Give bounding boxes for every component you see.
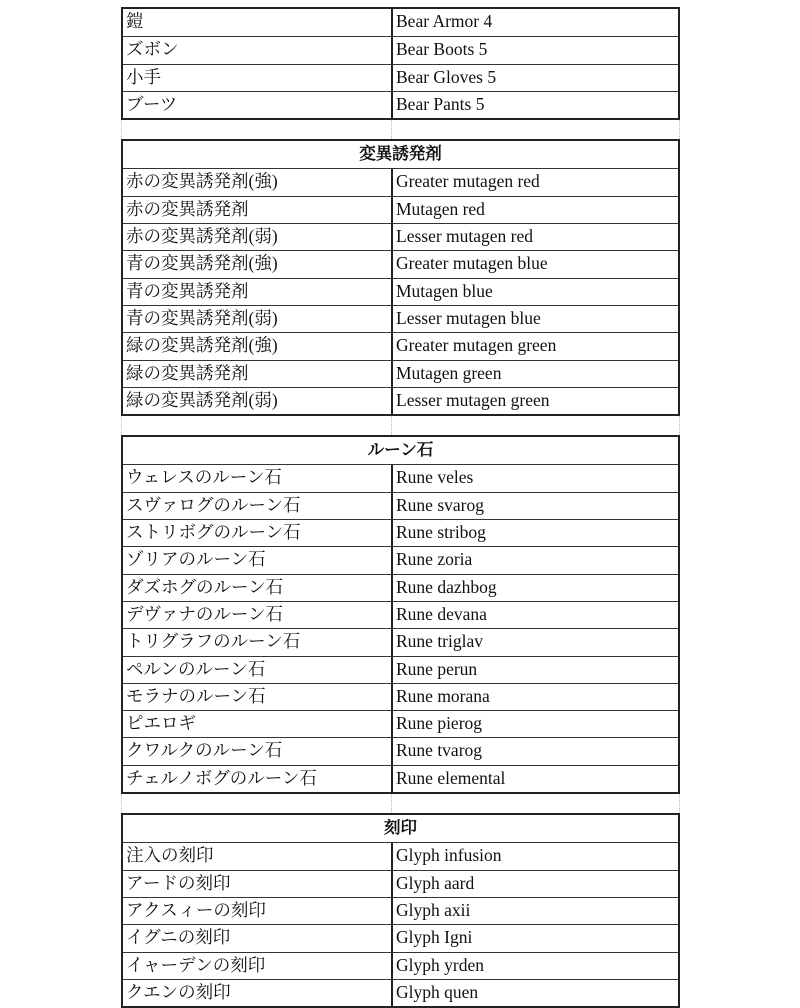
table-row: [123, 842, 678, 869]
table-row: [123, 332, 678, 359]
english-cell: Bear Gloves 5: [396, 66, 497, 87]
table-row: [123, 305, 678, 332]
english-cell: Rune devana: [396, 603, 487, 624]
table-row: [123, 196, 678, 223]
section-glyphs: [121, 813, 680, 1008]
japanese-cell: アードの刻印: [123, 871, 393, 897]
english-cell: Mutagen red: [396, 198, 485, 219]
english-cell: Rune perun: [396, 658, 478, 679]
table-row: [123, 979, 678, 1006]
japanese-cell: 注入の刻印: [123, 843, 393, 869]
english-cell: Bear Pants 5: [396, 93, 485, 114]
japanese-cell: 赤の変異誘発剤(強): [123, 169, 393, 195]
japanese-cell: スヴァログのルーン石: [123, 493, 393, 519]
japanese-cell: 青の変異誘発剤(弱): [123, 306, 393, 332]
japanese-cell: トリグラフのルーン石: [123, 629, 393, 655]
english-cell: Rune triglav: [396, 631, 483, 652]
japanese-cell: デヴァナのルーン石: [123, 602, 393, 628]
english-cell: Lesser mutagen blue: [396, 307, 541, 328]
english-cell: Rune morana: [396, 685, 490, 706]
english-cell: Glyph yrden: [396, 954, 484, 975]
english-cell: Lesser mutagen red: [396, 226, 534, 247]
section-spacer: [121, 120, 680, 139]
english-cell: Glyph infusion: [396, 845, 502, 866]
table-row: [123, 464, 678, 491]
japanese-cell: ペルンのルーン石: [123, 657, 393, 683]
table-row: [123, 64, 678, 91]
table-row: [123, 387, 678, 414]
table-row: [123, 683, 678, 710]
english-cell: Bear Boots 5: [396, 39, 488, 60]
table-row: [123, 519, 678, 546]
section-title: ルーン石: [367, 440, 434, 460]
japanese-cell: ピエロギ: [123, 711, 393, 737]
japanese-cell: イャーデンの刻印: [123, 953, 393, 979]
table-row: [123, 546, 678, 573]
section-spacer: [121, 416, 680, 435]
english-cell: Greater mutagen red: [396, 171, 540, 192]
table-row: [123, 36, 678, 63]
english-cell: Rune tvarog: [396, 740, 483, 761]
english-cell: Rune pierog: [396, 713, 483, 734]
english-cell: Glyph Igni: [396, 927, 473, 948]
english-cell: Glyph quen: [396, 981, 479, 1002]
japanese-cell: イグニの刻印: [123, 925, 393, 951]
english-cell: Rune svarog: [396, 494, 484, 515]
section-header: [123, 437, 678, 464]
table-row: [123, 492, 678, 519]
english-cell: Bear Armor 4: [396, 11, 493, 31]
english-cell: Mutagen blue: [396, 280, 493, 301]
english-cell: Glyph aard: [396, 872, 475, 893]
section-spacer: [121, 794, 680, 813]
table-row: [123, 91, 678, 118]
english-cell: Greater mutagen green: [396, 335, 557, 356]
english-cell: Rune elemental: [396, 767, 506, 788]
section-header: [123, 141, 678, 168]
section-header: [123, 815, 678, 842]
english-cell: Lesser mutagen green: [396, 389, 550, 410]
table-row: [123, 278, 678, 305]
japanese-cell: 緑の変異誘発剤: [123, 361, 393, 387]
japanese-cell: 青の変異誘発剤(強): [123, 251, 393, 277]
japanese-cell: ストリボグのルーン石: [123, 520, 393, 546]
japanese-cell: ゾリアのルーン石: [123, 547, 393, 573]
table-row: [123, 601, 678, 628]
table-row: [123, 710, 678, 737]
japanese-cell: ウェレスのルーン石: [123, 465, 393, 491]
table-row: [123, 574, 678, 601]
english-cell: Rune stribog: [396, 522, 486, 543]
section-title: 刻印: [384, 818, 417, 838]
table-row: [123, 952, 678, 979]
table-row: [123, 360, 678, 387]
japanese-cell: チェルノボグのルーン石: [123, 766, 393, 792]
japanese-cell: 鎧: [123, 9, 393, 36]
table-row: [123, 656, 678, 683]
japanese-cell: 緑の変異誘発剤(弱): [123, 388, 393, 414]
table-row: [123, 737, 678, 764]
english-cell: Rune veles: [396, 467, 474, 488]
english-cell: Greater mutagen blue: [396, 253, 548, 274]
japanese-cell: 小手: [123, 65, 393, 91]
japanese-cell: アクスィーの刻印: [123, 898, 393, 924]
table-row: [123, 168, 678, 195]
japanese-cell: クワルクのルーン石: [123, 738, 393, 764]
japanese-cell: 緑の変異誘発剤(強): [123, 333, 393, 359]
japanese-cell: 赤の変異誘発剤: [123, 197, 393, 223]
english-cell: Mutagen green: [396, 362, 502, 383]
section-armor: [121, 7, 680, 120]
table-row: [123, 628, 678, 655]
section-mutagens: [121, 139, 680, 416]
english-cell: Rune dazhbog: [396, 576, 497, 597]
english-cell: Glyph axii: [396, 899, 471, 920]
table-row: [123, 250, 678, 277]
japanese-cell: ダズホグのルーン石: [123, 575, 393, 601]
table-row: [123, 897, 678, 924]
japanese-cell: ズボン: [123, 37, 393, 63]
japanese-cell: 赤の変異誘発剤(弱): [123, 224, 393, 250]
english-cell: Rune zoria: [396, 549, 473, 570]
section-title: 変異誘発剤: [359, 144, 442, 164]
table-row: [123, 870, 678, 897]
japanese-cell: クエンの刻印: [123, 980, 393, 1006]
japanese-cell: ブーツ: [123, 92, 393, 118]
translation-table: [121, 7, 680, 1008]
japanese-cell: 青の変異誘発剤: [123, 279, 393, 305]
table-row: [123, 765, 678, 792]
japanese-cell: モラナのルーン石: [123, 684, 393, 710]
section-runestones: [121, 435, 680, 794]
table-row: [123, 924, 678, 951]
table-row: [123, 9, 678, 36]
table-row: [123, 223, 678, 250]
